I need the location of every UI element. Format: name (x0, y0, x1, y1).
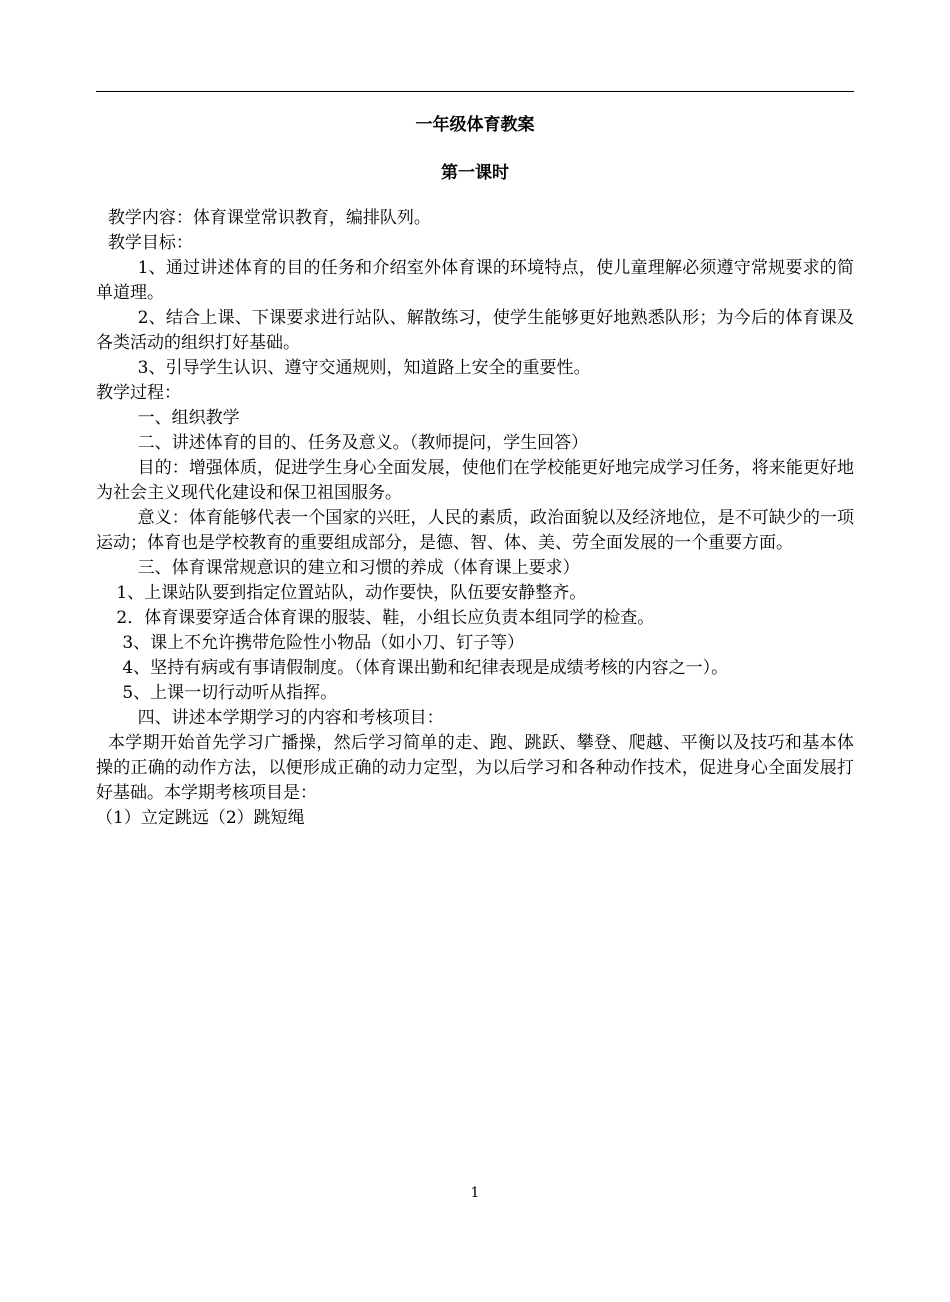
paragraph-rule-3: 3、课上不允许携带危险性小物品（如小刀、钉子等） (122, 633, 525, 653)
paragraph-significance: 意义：体育能够代表一个国家的兴旺，人民的素质，政治面貌以及经济地位，是不可缺少的一项运动；体育也是学校教育的重要组成部分，是德、智、体、美、劳全面发展的一个重要方面。 (96, 508, 854, 553)
paragraph-assessment-items: （1）立定跳远（2）跳短绳 (96, 808, 305, 828)
paragraph-step-3: 三、体育课常规意识的建立和习惯的养成（体育课上要求） (137, 558, 580, 578)
paragraph-rule-1: 1、上课站队要到指定位置站队，动作要快，队伍要安静整齐。 (116, 583, 587, 603)
paragraph-rule-2: 2．体育课要穿适合体育课的服装、鞋，小组长应负责本组同学的检查。 (116, 608, 655, 628)
paragraph-semester-plan: 本学期开始首先学习广播操，然后学习简单的走、跑、跳跃、攀登、爬越、平衡以及技巧和基本体操的正确的动作方法，以便形成正确的动力定型，为以后学习和各种动作技术，促进身心全面发展打好基础。本学期考核项目是： (96, 733, 854, 803)
paragraph-step-1: 一、组织教学 (137, 408, 240, 428)
paragraph-purpose: 目的：增强体质，促进学生身心全面发展，使他们在学校能更好地完成学习任务，将来能更好地为社会主义现代化建设和保卫祖国服务。 (96, 458, 854, 503)
paragraph-rule-5: 5、上课一切行动听从指挥。 (122, 683, 338, 703)
paragraph-step-2: 二、讲述体育的目的、任务及意义。（教师提问，学生回答） (137, 433, 589, 453)
paragraph-goal-3: 3、引导学生认识、遵守交通规则，知道路上安全的重要性。 (137, 358, 591, 378)
paragraph-goal-2: 2、结合上课、下课要求进行站队、解散练习，使学生能够更好地熟悉队形；为今后的体育课及各类活动的组织打好基础。 (96, 308, 854, 353)
paragraph-goal-1: 1、通过讲述体育的目的任务和介绍室外体育课的环境特点，使儿童理解必须遵守常规要求的简单道理。 (96, 258, 854, 303)
document-body (96, 112, 854, 831)
paragraph-teaching-content: 教学内容：体育课堂常识教育，编排队列。 (107, 208, 431, 228)
lesson-title: 第一课时 (441, 163, 509, 183)
header-rule (96, 91, 854, 92)
paragraph-teaching-goals-heading: 教学目标： (107, 233, 193, 253)
page-number: 1 (470, 1185, 480, 1201)
paragraph-process-heading: 教学过程： (96, 383, 181, 403)
paragraph-step-4: 四、讲述本学期学习的内容和考核项目： (137, 708, 444, 728)
paragraph-rule-4: 4、坚持有病或有事请假制度。（体育课出勤和纪律表现是成绩考核的内容之一）。 (122, 658, 729, 678)
document-title: 一年级体育教案 (415, 115, 535, 135)
